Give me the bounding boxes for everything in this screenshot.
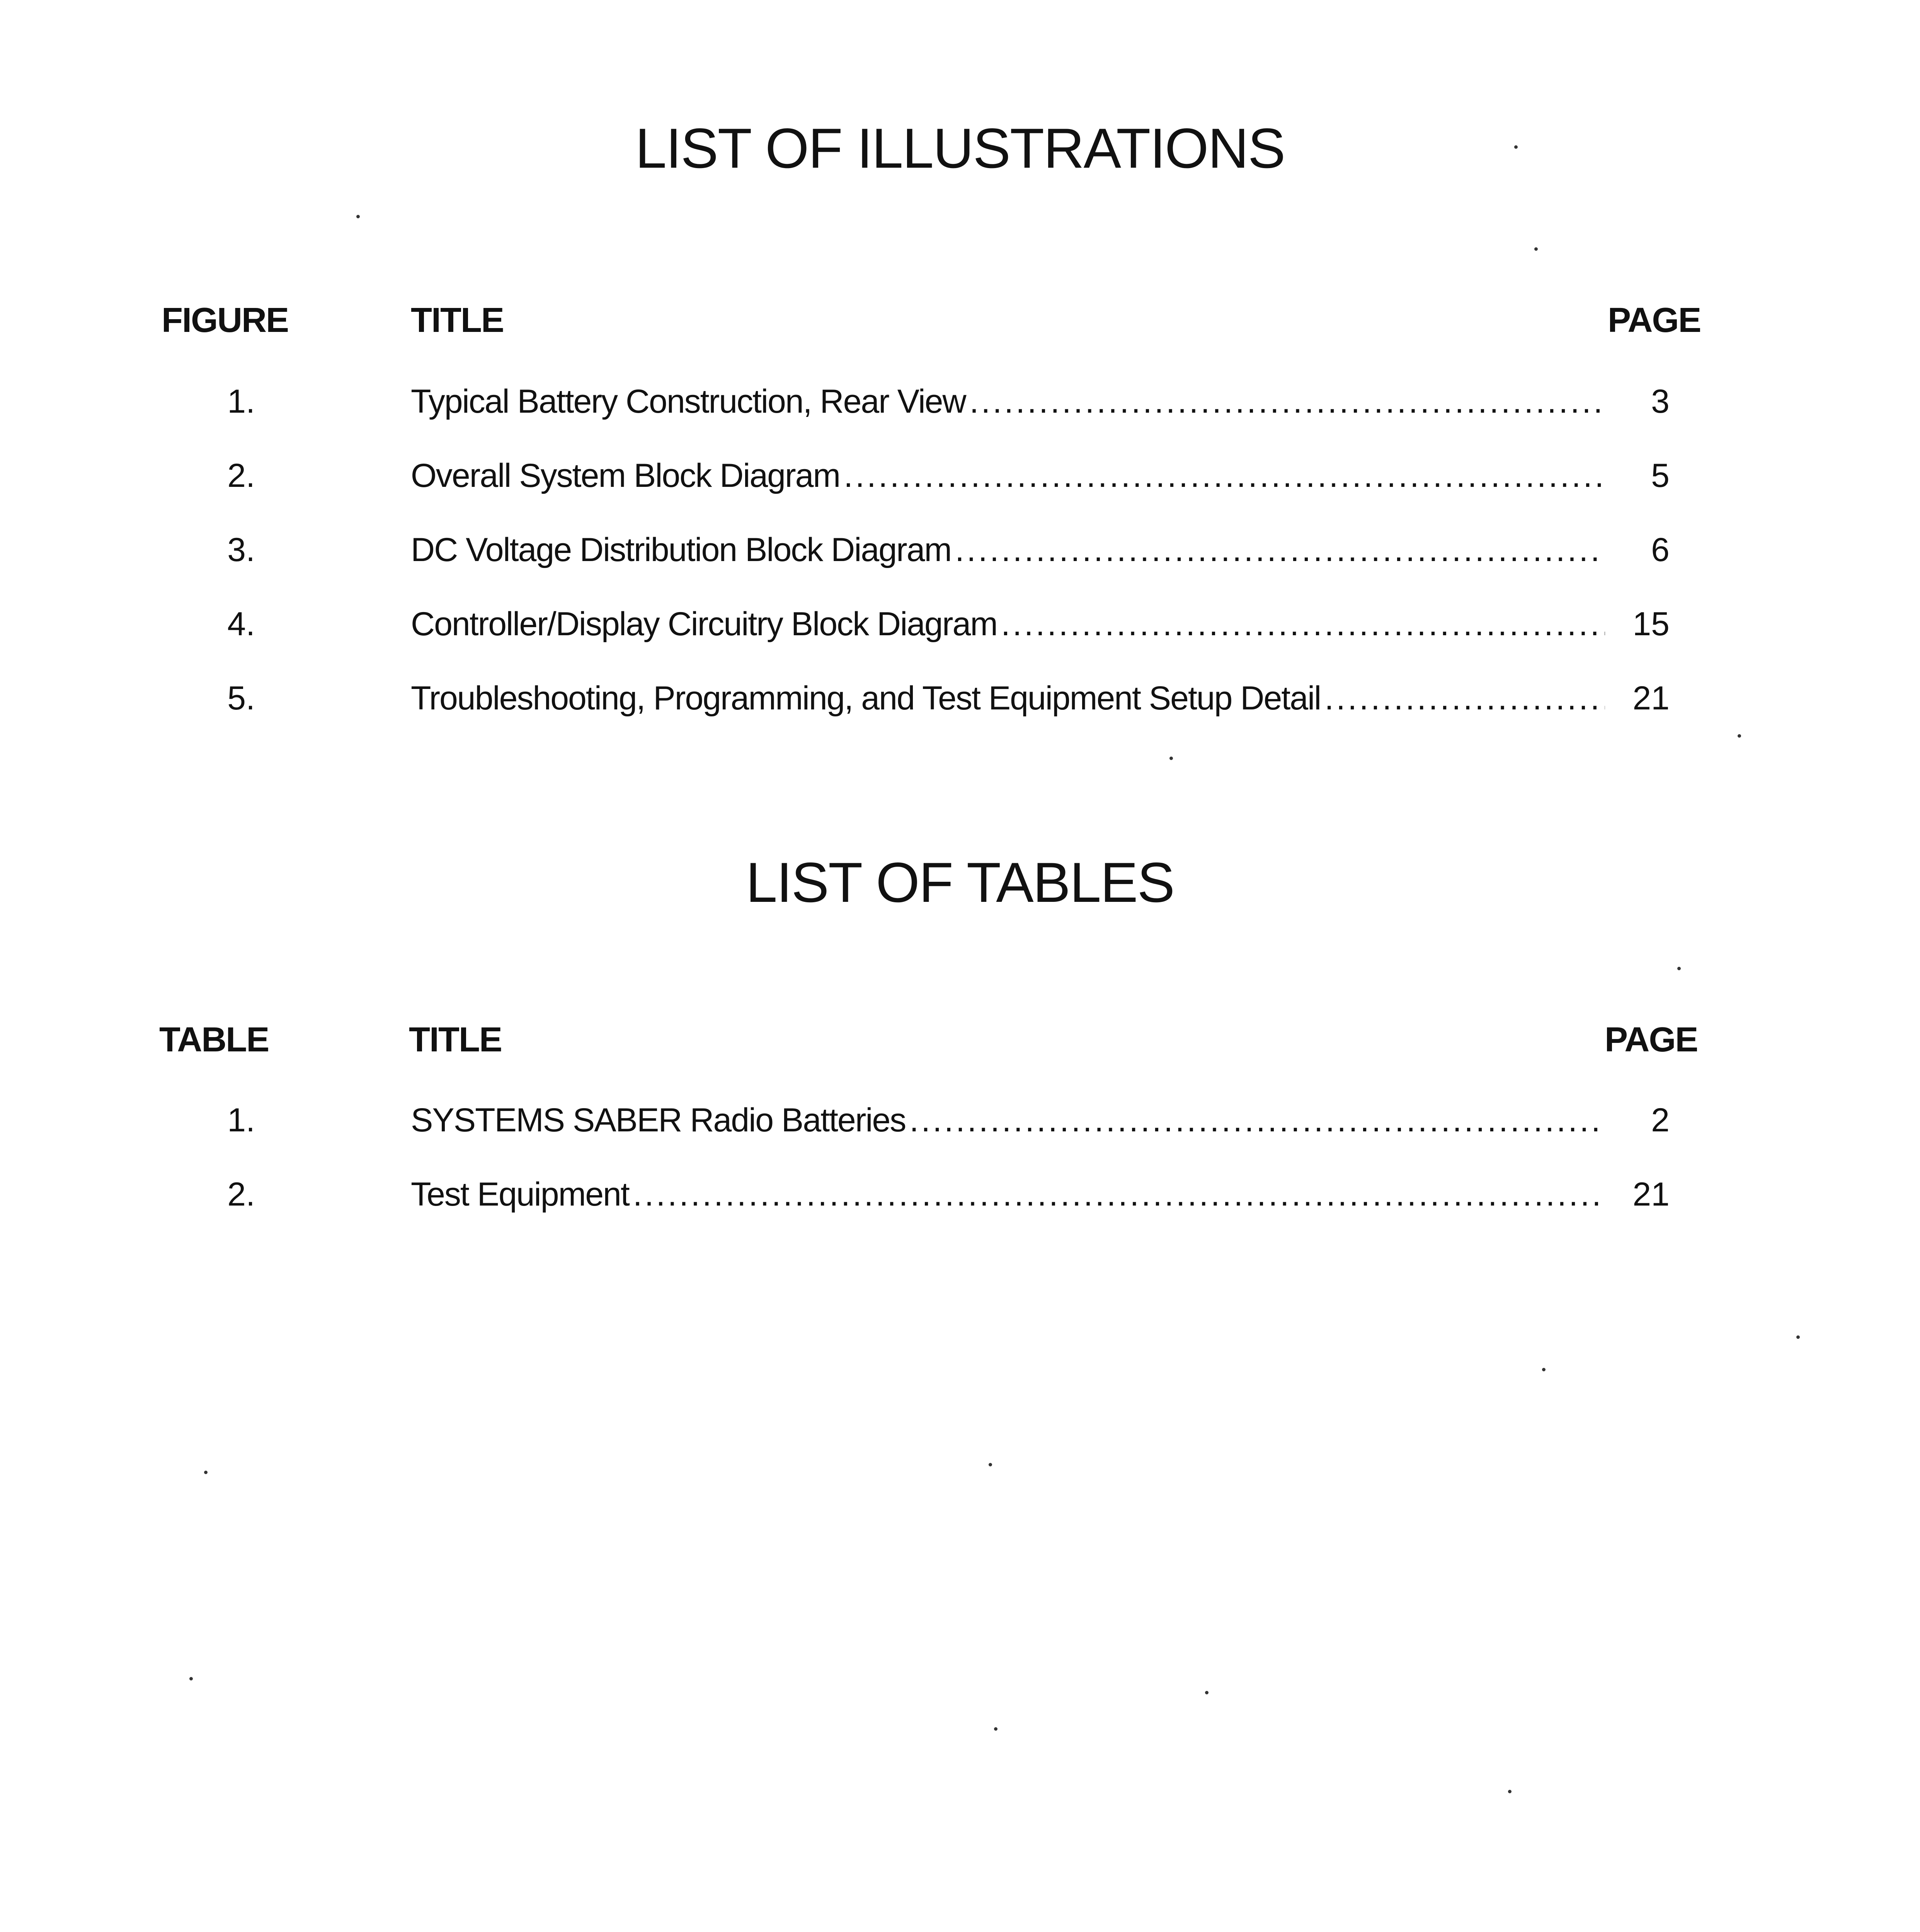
dot-leader [1324, 679, 1605, 718]
table-number: 2. [227, 1176, 255, 1213]
dot-leader [970, 383, 1605, 421]
illustration-entry [0, 531, 1920, 573]
title-column-header: TITLE [409, 1020, 502, 1059]
scan-speck [1514, 145, 1518, 149]
tables-heading: LIST OF TABLES [746, 851, 1174, 914]
scan-speck [204, 1471, 208, 1474]
page-column-header: PAGE [1605, 1020, 1698, 1059]
scan-speck [1542, 1368, 1546, 1371]
scan-speck [989, 1463, 992, 1466]
scan-speck [1738, 734, 1741, 738]
table-title-leader [411, 1101, 1605, 1139]
figure-title: Overall System Block Diagram [411, 457, 840, 494]
dot-leader [633, 1175, 1605, 1214]
figure-number: 1. [227, 383, 255, 420]
table-title: SYSTEMS SABER Radio Batteries [411, 1102, 906, 1139]
scan-speck [1534, 247, 1538, 251]
table-entry [0, 1175, 1920, 1218]
title-column-header: TITLE [411, 301, 504, 340]
table-entry [0, 1101, 1920, 1144]
scan-speck [1796, 1335, 1800, 1339]
figure-number: 5. [227, 680, 255, 717]
figure-title-leader [411, 457, 1605, 495]
illustration-entry [0, 605, 1920, 648]
figure-title-leader [411, 531, 1605, 569]
scan-speck [1677, 967, 1681, 970]
table-title: Test Equipment [411, 1176, 629, 1213]
scan-speck [994, 1727, 997, 1731]
figure-title: DC Voltage Distribution Block Diagram [411, 531, 951, 568]
figure-number: 2. [227, 457, 255, 494]
dot-leader [909, 1101, 1605, 1139]
page-column-header: PAGE [1608, 301, 1701, 340]
figure-page: 3 [1651, 383, 1670, 420]
figure-title: Typical Battery Construction, Rear View [411, 383, 966, 420]
table-page: 21 [1632, 1176, 1670, 1213]
table-title-leader [411, 1175, 1605, 1214]
figure-title: Controller/Display Circuitry Block Diagram [411, 605, 997, 643]
figure-number: 4. [227, 605, 255, 643]
scan-speck [356, 215, 360, 218]
table-page: 2 [1651, 1102, 1670, 1139]
figure-page: 5 [1651, 457, 1670, 494]
illustration-entry [0, 457, 1920, 499]
figure-page: 15 [1632, 605, 1670, 643]
dot-leader [844, 457, 1605, 495]
figure-page: 6 [1651, 531, 1670, 568]
figure-title-leader [411, 605, 1605, 643]
scan-speck [1508, 1790, 1511, 1793]
figure-title: Troubleshooting, Programming, and Test Equipment Setup Detail [411, 680, 1321, 717]
illustration-entry [0, 383, 1920, 425]
table-number: 1. [227, 1102, 255, 1139]
scan-speck [1205, 1691, 1209, 1694]
figure-number: 3. [227, 531, 255, 568]
figure-column-header: FIGURE [162, 301, 289, 340]
scan-speck [189, 1677, 193, 1680]
figure-page: 21 [1632, 680, 1670, 717]
dot-leader [1001, 605, 1605, 643]
figure-title-leader [411, 679, 1605, 718]
illustrations-heading: LIST OF ILLUSTRATIONS [635, 117, 1285, 180]
dot-leader [955, 531, 1605, 569]
table-column-header: TABLE [159, 1020, 269, 1059]
figure-title-leader [411, 383, 1605, 421]
illustration-entry [0, 679, 1920, 722]
scan-speck [1169, 757, 1173, 760]
